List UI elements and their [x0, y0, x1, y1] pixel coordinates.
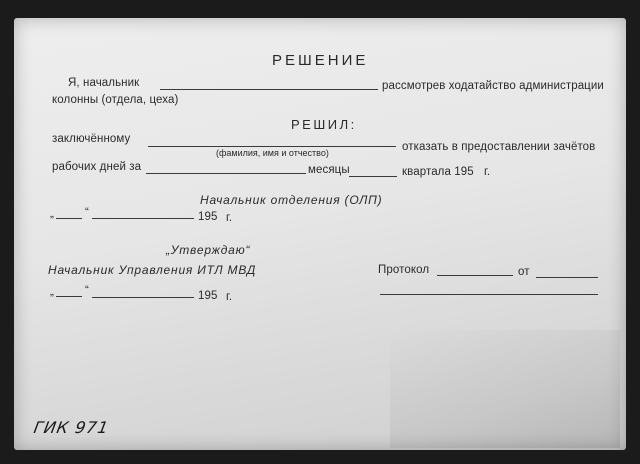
date1-day-field[interactable] — [56, 218, 82, 219]
line1-suffix: рассмотрев ходатайство администрации — [382, 80, 604, 92]
days-field[interactable] — [146, 173, 306, 174]
head-name-field[interactable] — [160, 89, 378, 90]
date1-open-quote: „ — [50, 208, 54, 220]
line4-prefix: рабочих дней за — [52, 161, 142, 173]
months-field[interactable] — [349, 176, 397, 177]
line3-suffix: отказать в предоставлении зачётов — [402, 141, 596, 153]
line3-prefix: заключённому — [52, 133, 131, 145]
protocol-label: Протокол — [378, 264, 430, 276]
protocol-number-field[interactable] — [437, 275, 513, 276]
line1-prefix: Я, начальник — [68, 77, 140, 89]
date1-year: 195 — [198, 211, 218, 223]
protocol-from-label: от — [518, 266, 530, 278]
line2-text: колонны (отдела, цеха) — [52, 94, 179, 106]
date1-mid-quote: “ — [85, 207, 89, 219]
date2-open-quote: „ — [50, 286, 54, 298]
decision-heading: РЕШИЛ: — [291, 117, 357, 132]
protocol-extra-field[interactable] — [380, 294, 598, 295]
date2-year-unit: г. — [226, 291, 233, 303]
quarter-year-unit: г. — [484, 166, 491, 178]
protocol-date-field[interactable] — [536, 277, 598, 278]
date2-day-field[interactable] — [56, 296, 82, 297]
date2-month-field[interactable] — [92, 297, 194, 298]
document-title: РЕШЕНИЕ — [272, 52, 369, 69]
approver-title: Начальник Управления ИТЛ МВД — [48, 263, 257, 277]
approve-heading: „Утверждаю“ — [166, 243, 251, 257]
name-field-hint: (фамилия, имя и отчество) — [216, 148, 329, 158]
handwritten-archive-code: ГИК 971 — [32, 418, 111, 437]
signatory-title: Начальник отделения (ОЛП) — [200, 193, 383, 207]
date1-year-unit: г. — [226, 212, 233, 224]
date2-year: 195 — [198, 290, 218, 302]
date2-mid-quote: “ — [85, 285, 89, 297]
quarter-label: квартала 195 — [402, 166, 474, 178]
months-label: месяцы — [308, 164, 350, 176]
date1-month-field[interactable] — [92, 218, 194, 219]
prisoner-name-field[interactable] — [148, 146, 396, 147]
